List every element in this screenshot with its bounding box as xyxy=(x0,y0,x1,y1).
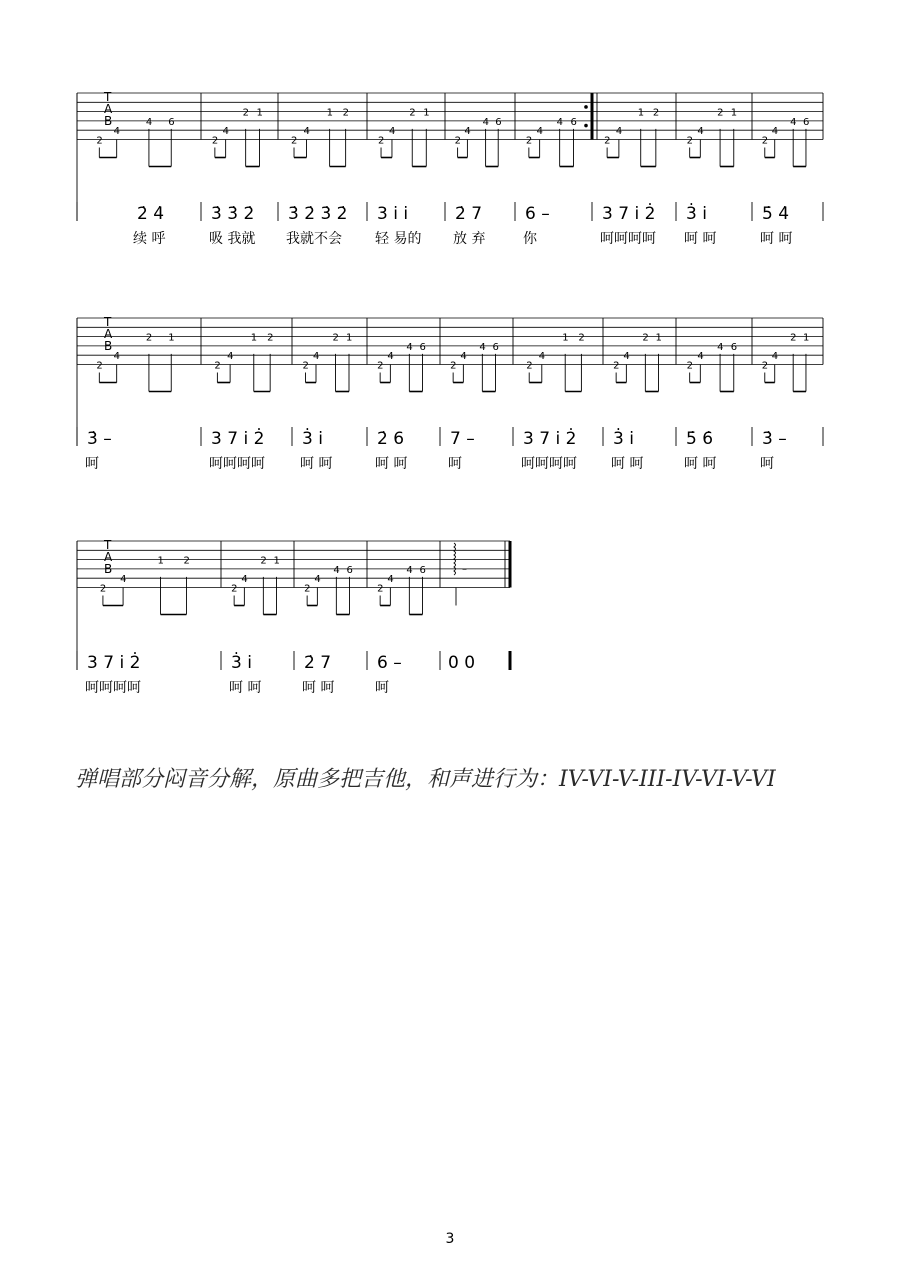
tab-fret: 2 xyxy=(242,107,250,119)
tab-fret: 4 xyxy=(771,351,779,363)
tab-fret: 4 xyxy=(538,351,546,363)
tab-clef-letter: B xyxy=(104,562,113,576)
jianpu-notes: 2̇ 7 xyxy=(304,653,332,673)
tab-clef-letter: A xyxy=(104,327,113,341)
tab-fret: 4 xyxy=(623,351,630,363)
tab-fret: 2 xyxy=(214,360,221,372)
tab-fret: 2 xyxy=(211,135,219,147)
tab-fret: 1 xyxy=(655,332,662,344)
jianpu-notes: 3̇ i xyxy=(613,429,634,449)
lyrics: 呵 呵 xyxy=(611,456,644,472)
tab-fret: 1 xyxy=(730,107,738,119)
tab-fret: 4 xyxy=(460,351,467,363)
lyrics: 呵 呵 xyxy=(684,231,717,247)
tab-fret: 4 xyxy=(314,574,321,586)
jianpu-notes: 5̇ 4̇ xyxy=(762,204,790,224)
tab-fret: 6 xyxy=(419,564,426,576)
tab-fret: 2 xyxy=(231,583,238,595)
tab-fret: 2 xyxy=(304,583,311,595)
tab-fret: 2 xyxy=(613,360,620,372)
tab-fret: 2 xyxy=(96,135,103,147)
tab-fret: 4 xyxy=(482,116,489,128)
lyrics: 放 弃 xyxy=(453,231,486,247)
jianpu-notes: 3 7 i 2̇ xyxy=(211,429,265,449)
tab-fret: 1 xyxy=(562,332,569,344)
tab-fret: 4 xyxy=(697,126,704,138)
tab-fret: 4 xyxy=(387,574,394,586)
tab-fret: 2 xyxy=(267,332,274,344)
tab-fret: 2 xyxy=(450,360,457,372)
tab-fret: 4 xyxy=(771,126,779,138)
tab-fret: 4 xyxy=(145,116,153,128)
jianpu-notes: 3̇ i xyxy=(231,653,252,673)
repeat-dot xyxy=(584,124,588,128)
tab-fret: 4 xyxy=(406,341,413,353)
tab-fret: 2 xyxy=(790,332,797,344)
tab-fret: 1 xyxy=(250,332,258,344)
lyrics: 我就不会 xyxy=(286,231,342,247)
tab-fret: 4 xyxy=(241,574,248,586)
jianpu-notes: 2̇ 7 xyxy=(455,204,483,224)
tab-fret: 1 xyxy=(637,107,645,119)
jianpu-notes: 3̇ 3̇ 2̇ xyxy=(211,204,255,224)
tab-fret: 6 xyxy=(346,564,353,576)
tab-clef-letter: A xyxy=(104,550,113,564)
tab-fret: 4 xyxy=(615,126,623,138)
tab-fret: 4 xyxy=(406,564,413,576)
jianpu-notes: 3̇ 2̇ 3̇ 2̇ xyxy=(288,204,348,224)
tab-clef-letter: B xyxy=(104,114,113,128)
jianpu-notes: 3 7 i 2̇ xyxy=(523,429,577,449)
tab-fret: 1 xyxy=(256,107,263,119)
tab-fret: 4 xyxy=(387,351,394,363)
tab-fret: 4 xyxy=(388,126,396,138)
repeat-dot xyxy=(584,105,588,109)
tab-fret: 6 xyxy=(730,341,738,353)
tab-clef-letter: A xyxy=(104,102,113,116)
tab-fret: 6 xyxy=(419,341,426,353)
lyrics: 呵呵呵呵 xyxy=(600,231,656,247)
lyrics: 呵 呵 xyxy=(684,456,717,472)
lyrics: 呵 呵 xyxy=(760,231,793,247)
tab-clef-letter: T xyxy=(104,315,112,329)
tab-fret: 1 xyxy=(346,332,353,344)
tab-fret: 2 xyxy=(302,360,309,372)
lyrics: 呵 呵 xyxy=(302,680,335,696)
tab-fret: 2 xyxy=(96,360,103,372)
tab-fret: 2 xyxy=(525,135,533,147)
jianpu-notes: 2̇ 4̇ xyxy=(137,204,165,224)
lyrics: 你 xyxy=(523,231,537,247)
tab-fret: 2 xyxy=(761,360,769,372)
jianpu-notes: 3 7 i 2̇ xyxy=(87,653,141,673)
tab-fret: 4 xyxy=(222,126,230,138)
tab-clef-letter: T xyxy=(104,90,112,104)
tab-fret: 2 xyxy=(332,332,339,344)
jianpu-notes: 3 i i xyxy=(377,204,409,224)
tab-fret: 2 xyxy=(342,107,350,119)
lyrics: 呵 xyxy=(760,456,774,472)
jianpu-notes: 2̇ 6 xyxy=(377,429,405,449)
tab-fret: 4 xyxy=(113,126,121,138)
tab-fret: 2 xyxy=(526,360,533,372)
tab-fret: 2 xyxy=(578,332,585,344)
tab-fret: 2 xyxy=(761,135,769,147)
tab-fret: 4 xyxy=(113,351,121,363)
tab-clef-letter: B xyxy=(104,339,113,353)
tab-fret: 1 xyxy=(326,107,333,119)
jianpu-notes: 3̇ i xyxy=(302,429,323,449)
tab-fret: 2 xyxy=(652,107,660,119)
tab-fret: 2 xyxy=(686,135,694,147)
tab-fret: 1 xyxy=(273,555,280,567)
tab-fret: 2 xyxy=(378,135,385,147)
tab-fret: 2 xyxy=(409,107,416,119)
tab-fret: 2 xyxy=(377,583,384,595)
tab-fret: 4 xyxy=(536,126,544,138)
tab-fret: 2 xyxy=(183,555,190,567)
tab-fret: 4 xyxy=(556,116,564,128)
tab-fret: 2 xyxy=(377,360,384,372)
page-number: 3 xyxy=(445,1231,455,1247)
jianpu-notes: 6 – xyxy=(525,204,550,224)
tab-fret: 1 xyxy=(157,555,164,567)
tab-fret: 4 xyxy=(313,351,320,363)
tab-fret: 2 xyxy=(686,360,694,372)
tab-fret: 4 xyxy=(303,126,310,138)
lyrics: 续 呼 xyxy=(133,231,166,247)
tab-fret: 4 xyxy=(120,574,127,586)
tab-fret: 6 xyxy=(168,116,175,128)
tab-fret: 4 xyxy=(479,341,486,353)
footnote-text: 弹唱部分闷音分解，原曲多把吉他，和声进行为：IV-VI-V-III-IV-VI-V-VI xyxy=(75,767,776,792)
tab-fret: 4 xyxy=(333,564,340,576)
lyrics: 呵 呵 xyxy=(300,456,333,472)
tab-fret: 4 xyxy=(227,351,234,363)
tab-clef-letter: T xyxy=(104,538,112,552)
tab-fret: 4 xyxy=(717,341,724,353)
tab-fret: 2 xyxy=(260,555,267,567)
lyrics: 轻 易的 xyxy=(375,231,422,247)
lyrics: 呵 xyxy=(85,456,99,472)
jianpu-notes: 3̇ – xyxy=(87,429,112,449)
jianpu-notes: 5̇ 6̇ xyxy=(686,429,714,449)
tab-fret: 1 xyxy=(168,332,175,344)
tab-fret: 2 xyxy=(604,135,611,147)
tab-fret: 6 xyxy=(495,116,502,128)
tab-fret: 2 xyxy=(454,135,461,147)
tab-fret: 4 xyxy=(790,116,797,128)
lyrics: 呵 呵 xyxy=(375,456,408,472)
lyrics: 呵 xyxy=(448,456,462,472)
lyrics: 呵 xyxy=(375,680,389,696)
tab-rest: – xyxy=(462,563,467,575)
tab-fret: 6 xyxy=(802,116,810,128)
jianpu-notes: 0 0 xyxy=(448,653,476,673)
lyrics: 呵呵呵呵 xyxy=(209,456,265,472)
jianpu-notes: 3 7 i 2̇ xyxy=(602,204,656,224)
tab-fret: 4 xyxy=(697,351,704,363)
lyrics: 呵 呵 xyxy=(229,680,262,696)
lyrics: 呵呵呵呵 xyxy=(521,456,577,472)
jianpu-notes: 3̇ – xyxy=(762,429,787,449)
jianpu-notes: 3̇ i xyxy=(686,204,707,224)
tab-fret: 6 xyxy=(570,116,577,128)
tab-fret: 2 xyxy=(642,332,649,344)
jianpu-notes: 6 – xyxy=(377,653,402,673)
tab-fret: 1 xyxy=(802,332,810,344)
tab-fret: 2 xyxy=(145,332,153,344)
tab-fret: 2 xyxy=(291,135,298,147)
tab-fret: 1 xyxy=(423,107,430,119)
tab-fret: 6 xyxy=(492,341,499,353)
lyrics: 吸 我就 xyxy=(209,231,256,247)
lyrics: 呵呵呵呵 xyxy=(85,680,141,696)
arpeggio-icon xyxy=(454,543,456,575)
tab-fret: 2 xyxy=(99,583,107,595)
tab-fret: 2 xyxy=(717,107,724,119)
jianpu-notes: 7 – xyxy=(450,429,475,449)
tab-fret: 4 xyxy=(464,126,471,138)
